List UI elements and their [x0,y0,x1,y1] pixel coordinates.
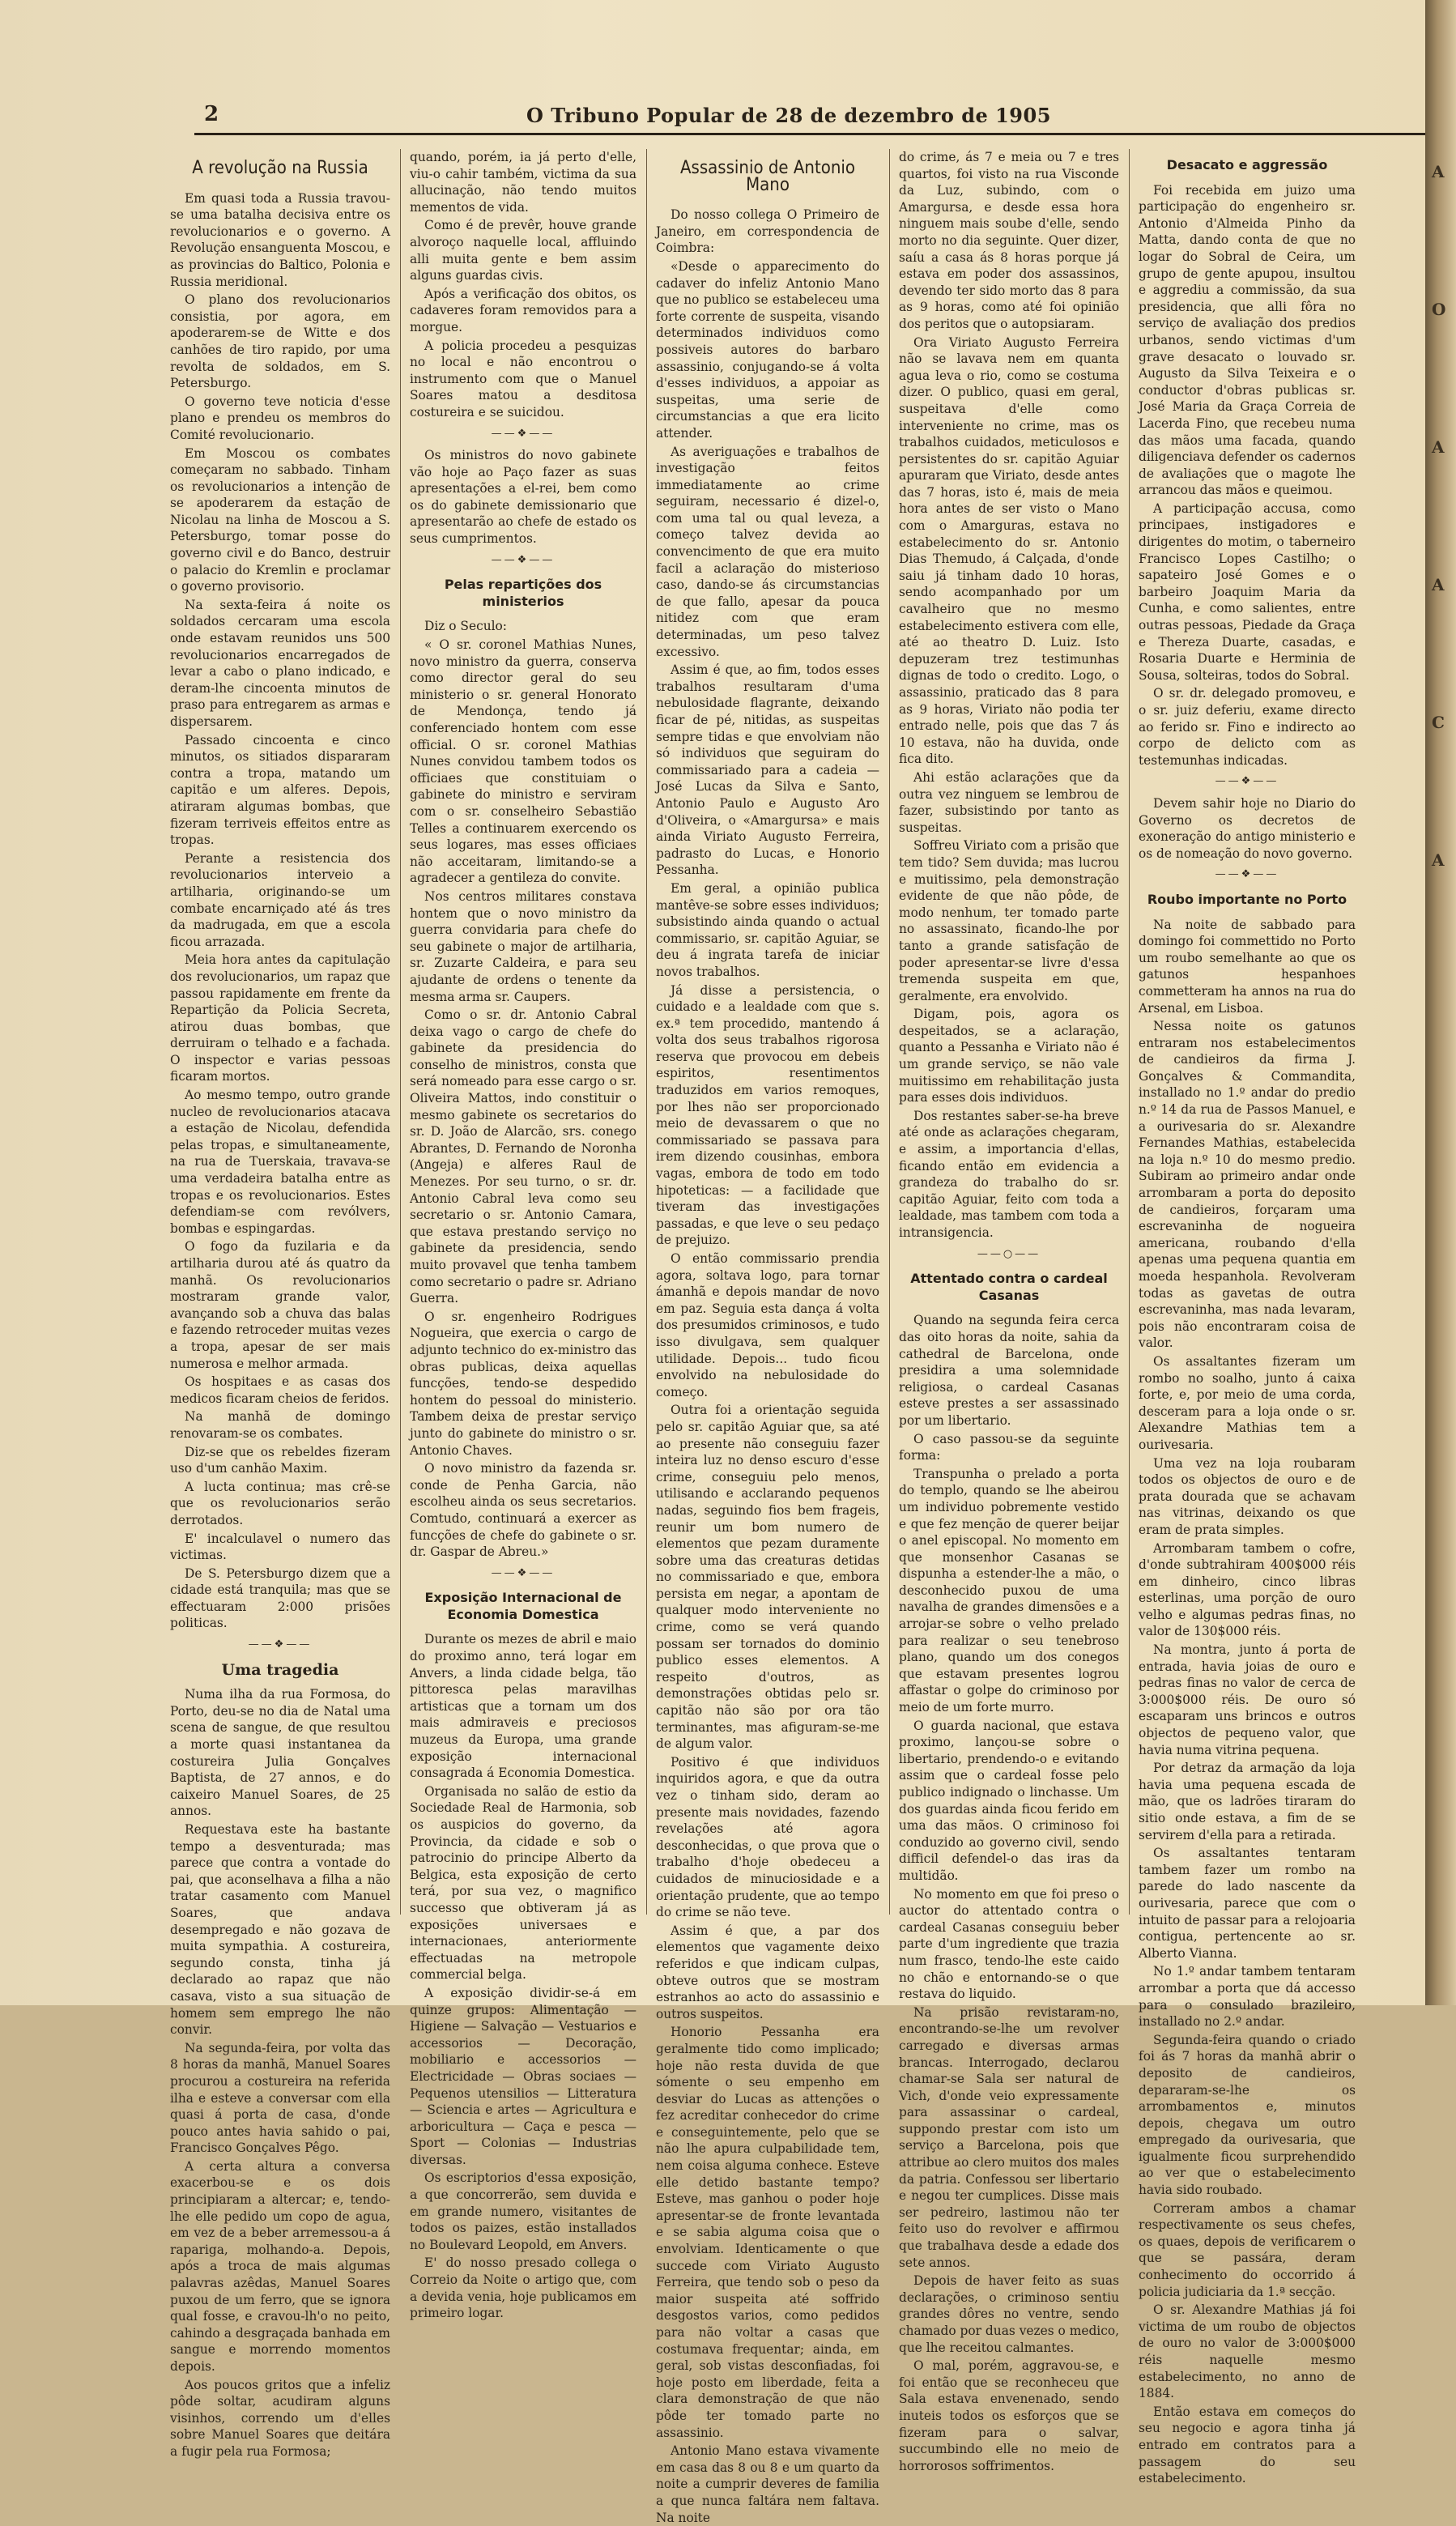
article-paragraph: Em geral, a opinião publica mantêve-se sobre esses individuos; subsistindo ainda quando o actual commissario, sr. capitão Aguiar, se deu á ingrata tarefa de iniciar novos trabalhos. [656,880,879,979]
article-paragraph: O sr. engenheiro Rodrigues Nogueira, que exercia o cargo de adjunto technico do ex-ministro das obras publicas, deixa aquellas funcções, tendo-se despedido hontem do pessoal do ministerio. Tambem deixa de prestar serviço junto do gabinete do ministro o sr. Antonio Chaves. [410,1309,636,1458]
column-4 [899,149,1119,2473]
section-separator: ——❖—— [1215,775,1279,788]
article-paragraph: Ora Viriato Augusto Ferreira não se lavava nem em quanta agua leva o rio, como se costuma dizer. O publico, quasi em geral, suspeitava d'elle como interveniente no crime, mas os trabalhos cuidados, meticulosos e persistentes do sr. capitão Aguiar apuraram que Viriato, desde antes das 7 horas, isto é, mais de meia hora antes de ser visto o Mano com o Amarguras, estava no estabelecimento do sr. Antonio Dias Themudo, á Calçada, d'onde saiu já tinham dado 10 horas, sendo acompanhado por um cavalheiro que no mesmo estabelecimento estivera com elle, até ao theatro D. Luiz. Isto depuzeram trez testimunhas dignas de todo o credito. Logo, o assassinio, praticado das 8 para as 9 horas, Viriato não podia ter entrado nelle, pois que das 7 ás 10 estava, não ha duvida, onde fica dito. [899,334,1119,767]
article-paragraph: Foi recebida em juizo uma participação do engenheiro sr. Antonio d'Almeida Pinho da Matta, dando conta de que no logar do Sobral de Ceira, um grupo de gente apupou, insultou e aggrediu a commissão, da sua presidencia, que alli fôra no serviço de avaliação dos predios urbanos, sendo victimas d'um grave desacato o louvado sr. Augusto da Silva Teixeira e o conductor d'obras publicas sr. José Maria da Graça Correia de Lacerda Fino, que recebeu numa das mãos uma facada, quando diligenciava defender os cadernos de avaliações que o magote lhe arrancou das mãos e queimou. [1139,182,1356,498]
article-paragraph: Ahi estão aclarações que da outra vez ninguem se lembrou de fazer, subsistindo por tanto as suspeitas. [899,769,1119,835]
article-paragraph: Soffreu Viriato com a prisão que tem tido? Sem duvida; mas lucrou e muitissimo, pela demonstração evidente de que não pôde, de modo nenhum, ter tomado parte no assassinato, ficando-lhe por tanto a grande satisfação de poder apresentar-se livre d'essa tremenda suspeita em que, geralmente, era envolvido. [899,838,1119,1003]
article-paragraph: quando, porém, ia já perto d'elle, viu-o cahir também, victima da sua allucinação, não tendo muitos mementos de vida. [410,150,636,215]
column-5 [1139,149,1356,2486]
article-paragraph: E' do nosso presado collega o Correio da Noite o artigo que, com a devida venia, hoje publicamos em primeiro logar. [410,2256,636,2321]
edge-letter: A [1432,850,1445,870]
article-headline: Pelas repartições dos ministerios [444,577,602,609]
page-number: 2 [204,102,219,126]
article-paragraph: Já disse a persistencia, o cuidado e a lealdade com que s. ex.ª tem procedido, mantendo á volta dos seus trabalhos rigorosa reserva que provocou em debeis espiritos, resentimentos traduzidos em varios remoques, por lhes não ser proporcionado meio de devassarem o que no commissariado se passava para irem dizendo cousinhas, embora vagas, embora de todo em todo hipoteticas: — a facilidade que tiveram das investigações passadas, e que leve o seu pedaço de prejuizo. [656,982,879,1248]
article-headline: Attentado contra o cardeal Casanas [910,1271,1108,1303]
masthead-rule [194,133,1425,135]
article-paragraph: Transpunha o prelado a porta do templo, quando se lhe abeirou um individuo pobremente vestido e que fez menção de querer beijar o anel episcopal. No momento em que monsenhor Casanas se dispunha a estender-lhe a mão, o desconhecido puxou de uma navalha de grandes dimensões e a arrojar-se sobre o velho prelado para realizar o seu tenebroso plano, quando um dos conegos que estavam presentes logrou affastar o golpe do criminoso por meio de um forte murro. [899,1466,1119,1715]
article-paragraph: Dos restantes saber-se-ha breve até onde as aclarações chegaram, e assim, a importancia d'ellas, ficando então em evidencia a grandeza do trabalho do sr. capitão Aguiar, feito com toda a lealdade, mas tambem com toda a intransigencia. [899,1108,1119,1240]
article-paragraph: Perante a resistencia dos revolucionarios interveio a artilharia, originando-se um combate encarniçado até ás tres da madrugada, em que a escola ficou arrazada. [170,850,390,949]
article-paragraph: Diz-se que os rebeldes fizeram uso d'um canhão Maxim. [170,1444,390,1476]
article-paragraph: Positivo é que individuos inquiridos agora, e que da outra vez o tinham sido, deram ao presente mais novidades, fazendo revelações até agora desconhecidas, o que prova que o trabalho d'hoje obedeceu a cuidados de minuciosidade e a orientação prudente, que ao tempo do crime se não teve. [656,1754,879,1920]
edge-letter: A [1432,575,1445,594]
article-paragraph: Nos centros militares constava hontem que o novo ministro da guerra convidaria para chefe do seu gabinete o major de artilharia, sr. Zuzarte Caldeira, e para seu ajudante de ordens o tenente da mesma arma sr. Caupers. [410,888,636,1004]
article-paragraph: Do nosso collega O Primeiro de Janeiro, em correspondencia de Coimbra: [656,207,879,256]
article-paragraph: Assim é que, ao fim, todos esses trabalhos resultaram d'uma nebulosidade flagrante, deixando ficar de pé, nitidas, as suspeitas sempre tidas e que envolviam não só individuos que seguiram do commissariado para a cadeia — José Lucas da Silva e Santo, Antonio Paulo e Augusto Aro d'Oliveira, o «Amargursa» e mais ainda Viriato Augusto Ferreira, padrasto do Lucas, e Honorio Pessanha. [656,662,879,878]
article-paragraph: Quando na segunda feira cerca das oito horas da noite, sahia da cathedral de Barcelona, onde presidira a uma solemnidade religiosa, o cardeal Casanas esteve prestes a ser assassinado por um libertario. [899,1313,1119,1428]
article-paragraph: Diz o Seculo: [424,619,507,634]
article-paragraph: Uma vez na loja roubaram todos os objectos de ouro e de prata dourada que se achavam nas vitrinas, deixando os que eram de prata simples. [1139,1455,1356,1537]
article-paragraph: Como é de prevêr, houve grande alvoroço naquelle local, affluindo alli muita gente e bem assim alguns guardas civis. [410,218,636,283]
article-headline: A revolução na Russia [192,158,368,178]
article-paragraph: Após a verificação dos obitos, os cadaveres foram removidos para a morgue. [410,286,636,334]
article-paragraph: Como o sr. dr. Antonio Cabral deixa vago o cargo de chefe do gabinete da presidencia do conselho de ministros, consta que será nomeado para esse cargo o sr. Oliveira Mattos, indo constituir o mesmo gabinete os secretarios do sr. D. João de Alarcão, srs. conego Abrantes, D. Fernando de Noronha (Angeja) e alferes Raul de Menezes. Por seu turno, o sr. dr. Antonio Cabral leva como seu secretario o sr. Antonio Camara, que estava prestando serviço no gabinete da presidencia, sendo muito provavel que tenha tambem como secretario o padre sr. Adriano Guerra. [410,1007,636,1306]
article-paragraph: Os assaltantes tentaram tambem fazer um rombo na parede do lado nascente da ourivesaria, parece que com o intuito de passar para a relojoaria contigua, pertencente ao sr. Alberto Vianna. [1139,1846,1356,1961]
article-paragraph: O plano dos revolucionarios consistia, por agora, em apoderarem-se de Witte e dos canhões de tiro rapido, por uma revolta de soldados, em S. Petersburgo. [170,292,390,391]
article-paragraph: O sr. Alexandre Mathias já foi victima de um roubo de objectos de ouro no valor de 3:000$000 réis naquelle mesmo estabelecimento, no anno de 1884. [1139,2302,1356,2401]
article-paragraph: A certa altura a conversa exacerbou-se e os dois principiaram a altercar; e, tendo-lhe elle pedido um copo de agua, em vez de a beber arremessou-a á rapariga, molhando-a. Depois, após a troca de mais algumas palavras azêdas, Manuel Soares puxou de um ferro, que se ignora qual fosse, e cravou-lh'o no peito, cahindo a desgraçada banhada em sangue e morrendo momentos depois. [170,2158,390,2374]
article-paragraph: Assim é que, a par dos elementos que vagamente deixo referidos e que indicam culpas, obteve outros que se mostram estranhos ao acto do assassinio e outros suspeitos. [656,1923,879,2021]
article-paragraph: Na manhã de domingo renovaram-se os combates. [170,1409,390,1441]
article-paragraph: Honorio Pessanha era geralmente tido como implicado; hoje não resta duvida de que sómente o seu empenho em desviar do Lucas as attenções o fez acreditar conhecedor do crime e conseguintemente, pelo que se não lhe apura culpabilidade tem, nem coisa alguma conhece. Esteve elle detido bastante tempo? Esteve, mas ganhou o poder hoje apresentar-se de fronte levantada e se sabia alguma coisa que o envolviam. Identicamente o que succede com Viriato Augusto Ferreira, que tendo sob o peso da maior suspeita até soffrido desgostos varios, como pedidos para não voltar a casas que costumava frequentar; ainda, em geral, sob vistas desconfiadas, foi hoje posto em liberdade, feita a clara demonstração de que não pôde ter tomado parte no assassinio. [656,2025,879,2440]
article-paragraph: Durante os mezes de abril e maio do proximo anno, terá logar em Anvers, a linda cidade belga, tão pittoresca pelas maravilhas artisticas que a tornam um dos mais admiraveis e preciosos muzeus da Europa, uma grande exposição internacional consagrada á Economia Domestica. [410,1632,636,1781]
adjacent-page-edge [1425,0,1456,2005]
article-paragraph: O fogo da fuzilaria e da artilharia durou até ás quatro da manhã. Os revolucionarios mostraram grande valor, avançando sob a chuva das balas e fazendo retroceder muitas vezes a tropa, apesar de ser mais numerosa e melhor armada. [170,1239,390,1371]
article-paragraph: O governo teve noticia d'esse plano e prendeu os membros do Comité revolucionario. [170,394,390,442]
article-headline: Desacato e aggressão [1166,157,1328,173]
masthead [194,100,1425,139]
column-divider [646,149,647,1915]
section-separator: ——❖—— [491,553,556,566]
article-paragraph: Devem sahir hoje no Diario do Governo os decretos de exoneração do antigo ministerio e os de nomeação do novo governo. [1139,795,1356,861]
article-paragraph: Na noite de sabbado para domingo foi commettido no Porto um roubo semelhante ao que os gatunos hespanhoes commetteram ha annos na rua do Arsenal, em Lisboa. [1139,917,1356,1016]
article-paragraph: Os assaltantes fizeram um rombo no soalho, junto á caixa forte, e, por meio de uma corda, desceram para a loja onde o sr. Alexandre Mathias tem a ourivesaria. [1139,1353,1356,1452]
section-separator: ——❖—— [491,1566,556,1579]
article-paragraph: O mal, porém, aggravou-se, e foi então que se reconheceu que Sala estava envenenado, sendo inuteis todos os esforços que se fizeram para o salvar, succumbindo elle no meio de horrorosos soffrimentos. [899,2358,1119,2473]
article-paragraph: Nessa noite os gatunos entraram nos estabelecimentos de candieiros da firma J. Gonçalves & Commandita, installado no 1.º andar do predio n.º 14 da rua de Passos Manuel, e a ourivesaria do sr. Alexandre Fernandes Mathias, estabelecida na loja n.º 10 do mesmo predio. Subiram ao primeiro andar onde arrombaram a porta do deposito de candieiros, forçaram uma escrevaninha de nogueira americana, roubando d'ella apenas uma pequena quantia em moeda hespanhola. Revolveram todas as gavetas de outra escrevaninha, mas nada levaram, pois não encontraram coisa de valor. [1139,1019,1356,1351]
article-paragraph: do crime, ás 7 e meia ou 7 e tres quartos, foi visto na rua Visconde da Luz, subindo, com o Amargursa, e desde essa hora ninguem mais soube d'elle, sendo morto no dia seguinte. Quer dizer, saíu a casa ás 8 horas porque já estava em poder dos assassinos, devendo ter sido morto das 8 para as 9 horas, como até foi opinião dos peritos que o autopsiaram. [899,150,1119,331]
article-paragraph: Numa ilha da rua Formosa, do Porto, deu-se no dia de Natal uma scena de sangue, de que resultou a morte quasi instantanea da costureira Julia Gonçalves Baptista, de 27 annos, e do caixeiro Manuel Soares, de 25 annos. [170,1687,390,1819]
article-headline: Exposição Internacional de Economia Domestica [424,1590,622,1622]
article-paragraph: A participação accusa, como principaes, instigadores e dirigentes do motim, o taberneiro Francisco Lopes Castilho; o sapateiro José Gomes e o barbeiro Joaquim Maria da Cunha, e como salientes, entre outras pessoas, Piedade da Graça e Thereza Duarte, casadas, e Rosaria Duarte e Herminia de Sousa, solteiras, todos do Sobral. [1139,501,1356,683]
article-paragraph: Requestava este ha bastante tempo a desventurada; mas parece que contra a vontade do pai, que aconselhava a filha a não tratar casamento com Manuel Soares, que andava desempregado e não gozava de muita sympathia. A costureira, segundo consta, tinha já declarado ao rapaz que não casava, visto a sua situação de homem sem emprego lhe não convir. [170,1822,390,2038]
article-headline: Roubo importante no Porto [1147,891,1347,907]
masthead-title: O Tribuno Popular de 28 de dezembro de 1905 [526,104,1051,127]
edge-letter: O [1432,300,1446,319]
edge-letter: C [1432,713,1445,732]
article-headline: Assassinio de Antonio Mano [680,158,855,195]
article-paragraph: As averiguações e trabalhos de investigação feitos immediatamente ao crime seguiram, necessario é dizel-o, com uma tal ou qual leveza, a começo talvez devida ao convencimento de que era muito facil a aclaração do misterioso caso, dando-se ás circumstancias de que fallo, apesar da pouca nitidez com que eram determinadas, um peso talvez excessivo. [656,444,879,659]
section-separator: ——○—— [977,1247,1041,1260]
article-paragraph: Os ministros do novo gabinete vão hoje ao Paço fazer as suas apresentações a el-rei, bem como os do gabinete demissionario que apresentarão ao chefe de estado os seus cumprimentos. [410,448,636,547]
article-paragraph: Na segunda-feira, por volta das 8 horas da manhã, Manuel Soares procurou a costureira na referida ilha e esteve a conversar com ella quasi á porta de casa, d'onde pouco antes havia sahido o pai, Francisco Gonçalves Pêgo. [170,2040,390,2156]
article-paragraph: A exposição dividir-se-á em quinze grupos: Alimentação — Higiene — Salvação — Vestuarios e accessorios — Decoração, mobiliario e accessorios — Electricidade — Obras sociaes — Pequenos utensilios — Litteratura — Sciencia e artes — Agricultura e arboricultura — Caça e pesca — Sport — Colonias — Industrias diversas. [410,1985,636,2167]
article-paragraph: Digam, pois, agora os despeitados, se a aclaração, quanto a Pessanha e Viriato não é um grande serviço, se não vale muitissimo em rehabilitação justa para esses dois individuos. [899,1007,1119,1105]
edge-letter: A [1432,437,1445,457]
article-paragraph: Antonio Mano estava vivamente em casa das 8 ou 8 e um quarto da noite a cumprir deveres de familia a que nunca faltára nem faltava. Na noite [656,2443,879,2525]
article-paragraph: Na montra, junto á porta de entrada, havia joias de ouro e pedras finas no valor de cerca de 3:000$000 réis. De ouro só escaparam uns brincos e outros objectos de pequeno valor, que havia numa vitrina pequena. [1139,1642,1356,1757]
column-divider [400,149,401,1915]
article-paragraph: Em Moscou os combates começaram no sabbado. Tinham os revolucionarios a intenção de se apoderarem da estação de Nicolau na linha de Moscou a S. Petersburgo, tomar posse do governo civil e do Banco, destruir o palacio do Kremlin e proclamar o governo provisorio. [170,445,390,594]
column-3 [656,149,879,2525]
article-paragraph: De S. Petersburgo dizem que a cidade está tranquila; mas que se effectuaram 2:000 prisões politicas. [170,1565,390,1631]
article-paragraph: E' incalculavel o numero das victimas. [170,1531,390,1563]
article-paragraph: Na prisão revistaram-no, encontrando-se-lhe um revolver carregado e diversas armas brancas. Interrogado, declarou chamar-se Sala ser natural de Vich, d'onde veio expressamente para assassinar o cardeal, suppondo prestar com isto um serviço a Barcelona, pois que attribue ao clero muitos dos males da patria. Confessou ser libertario e negou ter cumplices. Disse mais ser pedreiro, lastimou não ter feito uso do revolver e affirmou que trabalhava desde a edade dos sete annos. [899,2004,1119,2270]
article-paragraph: O guarda nacional, que estava proximo, lançou-se sobre o libertario, prendendo-o e evitando assim que o cardeal fosse pelo publico indignado o linchasse. Um dos guardas ainda ficou ferido em uma das mãos. O criminoso foi conduzido ao governo civil, sendo difficil defendel-o das iras da multidão. [899,1718,1119,1883]
article-paragraph: Os escriptorios d'essa exposição, a que concorrerão, sem duvida e em grande numero, visitantes de todos os paizes, estão installados no Boulevard Leopold, em Anvers. [410,2170,636,2252]
article-paragraph: Por detraz da armação da loja havia uma pequena escada de mão, que os ladrões tiraram do sitio onde estava, a fim de se servirem d'ella para a retirada. [1139,1761,1356,1842]
article-paragraph: Depois de haver feito as suas declarações, o criminoso sentiu grandes dôres no ventre, sendo chamado por duas vezes o medico, que lhe receitou calmantes. [899,2273,1119,2355]
column-1 [170,149,390,2459]
column-divider [1129,149,1130,1915]
article-paragraph: «Desde o apparecimento do cadaver do infeliz Antonio Mano que no publico se estabeleceu uma forte corrente de suspeita, visando determinados individuos como possiveis autores do barbaro assassinio, conjugando-se á volta d'esses individuos, a appoiar as suspeitas, uma serie de circumstancias a que era licito attender. [656,258,879,441]
article-paragraph: Arrombaram tambem o cofre, d'onde subtrahiram 400$000 réis em dinheiro, cinco libras esterlinas, uma porção de ouro velho e algumas pedras finas, no valor de 130$000 réis. [1139,1540,1356,1639]
column-divider [889,149,890,1915]
article-paragraph: Correram ambos a chamar respectivamente os seus chefes, os quaes, depois de verificarem o que se passára, deram conhecimento do occorrido á policia judiciaria da 1.ª secção. [1139,2200,1356,2299]
article-paragraph: « O sr. coronel Mathias Nunes, novo ministro da guerra, conserva como director geral do seu ministerio o sr. general Honorato de Mendonça, tendo já conferenciado hontem com esse official. O sr. coronel Mathias Nunes convidou tambem todos os officiaes que constituiam o gabinete do ministro e serviram com o sr. conselheiro Sebastião Telles a continuarem exercendo os seus logares, mas esses officiaes não acceitaram, limitando-se a agradecer a gentileza do convite. [410,637,636,886]
article-headline: Uma tragedia [221,1660,339,1679]
article-paragraph: O sr. dr. delegado promoveu, e o sr. juiz deferiu, exame directo ao ferido sr. Fino e indirecto ao corpo de delicto com as testemunhas indicadas. [1139,686,1356,768]
section-separator: ——❖—— [491,427,556,440]
article-paragraph: Em quasi toda a Russia travou-se uma batalha decisiva entre os revolucionarios e o governo. A Revolução ensanguenta Moscou, e as provincias do Baltico, Polonia e Russia meridional. [170,190,390,289]
article-paragraph: O caso passou-se da seguinte forma: [899,1431,1119,1463]
article-paragraph: Na sexta-feira á noite os soldados cercaram uma escola onde estavam reunidos uns 500 revolucionarios encarregados de levar a cabo o plano indicado, e deram-lhe cincoenta minutos de praso para entregarem as armas e dispersarem. [170,597,390,729]
article-paragraph: A policia procedeu a pesquizas no local e não encontrou o instrumento com que o Manuel Soares matou a desditosa costureira e se suicidou. [410,338,636,420]
section-separator: ——❖—— [1215,868,1279,881]
article-paragraph: O então commissario prendia agora, soltava logo, para tornar ámanhã e depois mandar de novo em paz. Seguia esta dança á volta dos presumidos criminosos, e tudo isso divulgava, sem qualquer utilidade. Depois... tudo ficou envolvido na nebulosidade do começo. [656,1251,879,1399]
article-paragraph: Passado cincoenta e cinco minutos, os sitiados dispararam contra a tropa, matando um capitão e um alferes. Depois, atiraram algumas bombas, que fizeram terriveis effeitos entre as tropas. [170,732,390,848]
section-separator: ——❖—— [248,1638,313,1651]
article-paragraph: A lucta continua; mas crê-se que os revolucionarios serão derrotados. [170,1479,390,1527]
article-paragraph: Aos poucos gritos que a infeliz pôde soltar, acudiram alguns visinhos, correndo um d'elles sobre Manuel Soares que deitára a fugir pela rua Formosa; [170,2377,390,2459]
column-2 [410,149,636,2321]
article-paragraph: Então estava em começos do seu negocio e agora tinha já entrado em contratos para a passagem do seu estabelecimento. [1139,2404,1356,2486]
article-paragraph: Os hospitaes e as casas dos medicos ficaram cheios de feridos. [170,1374,390,1406]
article-paragraph: Meia hora antes da capitulação dos revolucionarios, um rapaz que passou rapidamente em frente da Repartição da Policia Secreta, atirou duas bombas, que derruiram o telhado e a fachada. O inspector e varias pessoas ficaram mortos. [170,952,390,1084]
article-paragraph: No 1.º andar tambem tentaram arrombar a porta que dá accesso para o consulado brazileiro, installado no 2.º andar. [1139,1964,1356,2030]
article-paragraph: Ao mesmo tempo, outro grande nucleo de revolucionarios atacava a estação de Nicolau, defendida pelas tropas, e simultaneamente, na rua de Tuerskaia, travava-se uma verdadeira batalha entre as tropas e os revolucionarios. Estes defendiam-se com revólvers, bombas e espingardas. [170,1088,390,1236]
article-paragraph: Organisada no salão de estio da Sociedade Real de Harmonia, sob os auspicios do governo, da Provincia, da cidade e sob o patrocinio do principe Alberto da Belgica, esta exposição de certo terá, por sua vez, o magnifico successo que obtiveram já as exposições universaes e internacionaes, anteriormente effectuadas na metropole commercial belga. [410,1783,636,1983]
article-paragraph: O novo ministro da fazenda sr. conde de Penha Garcia, não escolheu ainda os seus secretarios. Comtudo, continuará a exercer as funcções de chefe do gabinete o sr. dr. Gaspar de Abreu.» [410,1461,636,1560]
article-paragraph: Outra foi a orientação seguida pelo sr. capitão Aguiar que, sa até ao presente não conseguiu fazer inteira luz no denso escuro d'esse crime, conseguiu pelo menos, utilisando e acclarando pequenos nadas, seguindo fios bem frageis, reunir um bom numero de elementos que pezam duramente sobre uma das creaturas detidas no commissariado e que, embora persista em negar, a apontam de qualquer modo interveniente no crime, como se verá quando possam ser tornados do dominio publico esses elementos. A respeito d'outros, as demonstrações obtidas pelo sr. capitão não são por ora tão terminantes, mas afiguram-se-me de algum valor. [656,1403,879,1752]
edge-letter: A [1432,162,1445,181]
article-paragraph: Segunda-feira quando o criado foi ás 7 horas da manhã abrir o deposito de candieiros, depararam-se-lhe os arrombamentos e, minutos depois, chegava um outro empregado da ourivesaria, que igualmente ficou surprehendido ao ver que o estabelecimento havia sido roubado. [1139,2032,1356,2198]
article-paragraph: No momento em que foi preso o auctor do attentado contra o cardeal Casanas conseguiu beber parte d'um ingrediente que trazia num frasco, tendo-lhe este caido no chão e entornando-se o que restava do liquido. [899,1886,1119,2002]
